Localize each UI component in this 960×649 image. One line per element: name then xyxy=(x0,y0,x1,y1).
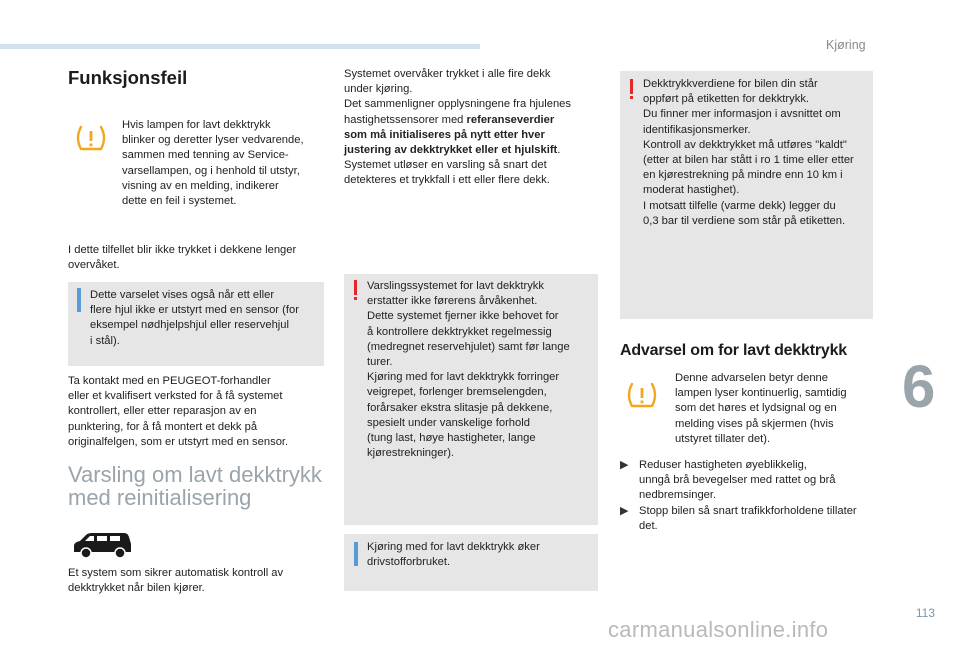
section-title-low-pressure-warning: Advarsel om for lavt dekktrykk xyxy=(620,342,847,359)
header-accent-bar xyxy=(0,44,480,49)
section-label: Kjøring xyxy=(826,38,866,52)
warning-lamp-description: Hvis lampen for lavt dekktrykk blinker og deretter lyser vedvarende, sammen med tenning av Service- varsellampen, og i henhold til utstyr, visning av en melding, indikerer dette en feil i systemet. xyxy=(122,119,304,208)
warning-box-vigilance: Varslingssystemet for lavt dekktrykk erstatter ikke førerens årvåkenhet. Dette systemet fjerner ikke behovet for å kontrollere dekktrykket regelmessig (medregnet reservehjulet) samt før lange turer. Kjøring med for lavt dekktrykk forringer veigrepet, forlenger bremselengden, forårsaker ekstra slitasje på dekkene, spesielt under vanskelige forhold (tung last, høye hastigheter, lange kjørestrekninger). xyxy=(344,274,598,525)
tyre-pressure-warning-icon xyxy=(74,124,108,152)
warning-marker-icon xyxy=(354,280,357,295)
watermark: carmanualsonline.info xyxy=(608,617,829,642)
warning-box-pressure-values: Dekktrykkverdiene for bilen din står oppført på etiketten for dekktrykk. Du finner mer informasjon i avsnittet om identifikasjonsmerker. Kontroll av dekktrykket må utføres "kaldt" (etter at bilen har stått i ro 1 time eller etter en kjørestrekning på mindre enn 10 km i moderat hastighet). I motsatt tilfelle (varme dekk) legger du 0,3 bar til verdiene som står på etiketten. xyxy=(620,71,873,319)
arrow-bullet-icon: ▶ xyxy=(620,504,629,517)
car-silhouette-icon xyxy=(70,530,134,560)
info-marker-icon xyxy=(354,542,358,566)
arrow-bullet-icon: ▶ xyxy=(620,459,629,471)
warning-lamp-description-continuous: Denne advarselen betyr denne lampen lyser kontinuerlig, samtidig som det høres et lydsignal og en melding vises på skjermen (hvis utstyret tillater det). xyxy=(675,372,847,445)
page-number: 113 xyxy=(915,606,935,620)
chapter-number: 6 xyxy=(902,353,936,420)
section-heading-reinitialisation: Varsling om lavt dekktrykk med reinitialisering xyxy=(68,462,322,510)
info-box-sensor: Dette varselet vises også når ett eller flere hjul ikke er utstyrt med en sensor (for eksempel nødhjelpshjul eller reservehjul i stål). xyxy=(68,282,324,366)
section-title-funksjonsfeil: Funksjonsfeil xyxy=(68,67,188,88)
paragraph-not-monitored: I dette tilfellet blir ikke trykket i dekkene lenger overvåket. xyxy=(68,244,297,272)
paragraph-contact-dealer: Ta kontakt med en PEUGEOT-forhandler eller et kvalifisert verksted for å få systemet kontrollert, eller etter reparasjon av en punktering, for å få montert et dekk på originalfelgen, som er utstyrt med en sensor. xyxy=(68,375,289,448)
tyre-pressure-warning-icon xyxy=(625,381,659,409)
action-list xyxy=(620,458,880,534)
paragraph-automatic-control: Et system som sikrer automatisk kontroll av dekktrykket når bilen kjører. xyxy=(68,567,284,595)
list-item: ▶ Reduser hastigheten øyeblikkelig, unngå brå bevegelser med rattet og brå nedbremsinger. xyxy=(620,459,836,502)
info-box-fuel-consumption: Kjøring med for lavt dekktrykk øker drivstofforbruket. xyxy=(344,534,598,591)
warning-marker-icon xyxy=(630,79,633,94)
list-item: ▶ Stopp bilen så snart trafikkforholdene tillater det. xyxy=(620,504,857,532)
paragraph-system-monitoring: Systemet overvåker trykket i alle fire dekk under kjøring. Det sammenligner opplysningene fra hjulenes hastighetssensorer med referanseverdier som må initialiseres på nytt etter hver justering av dekktrykket eller et hjulskift. Systemet utløser en varsling så snart det detekteres et trykkfall i ett eller flere dekk. xyxy=(344,68,571,187)
info-marker-icon xyxy=(77,288,81,312)
